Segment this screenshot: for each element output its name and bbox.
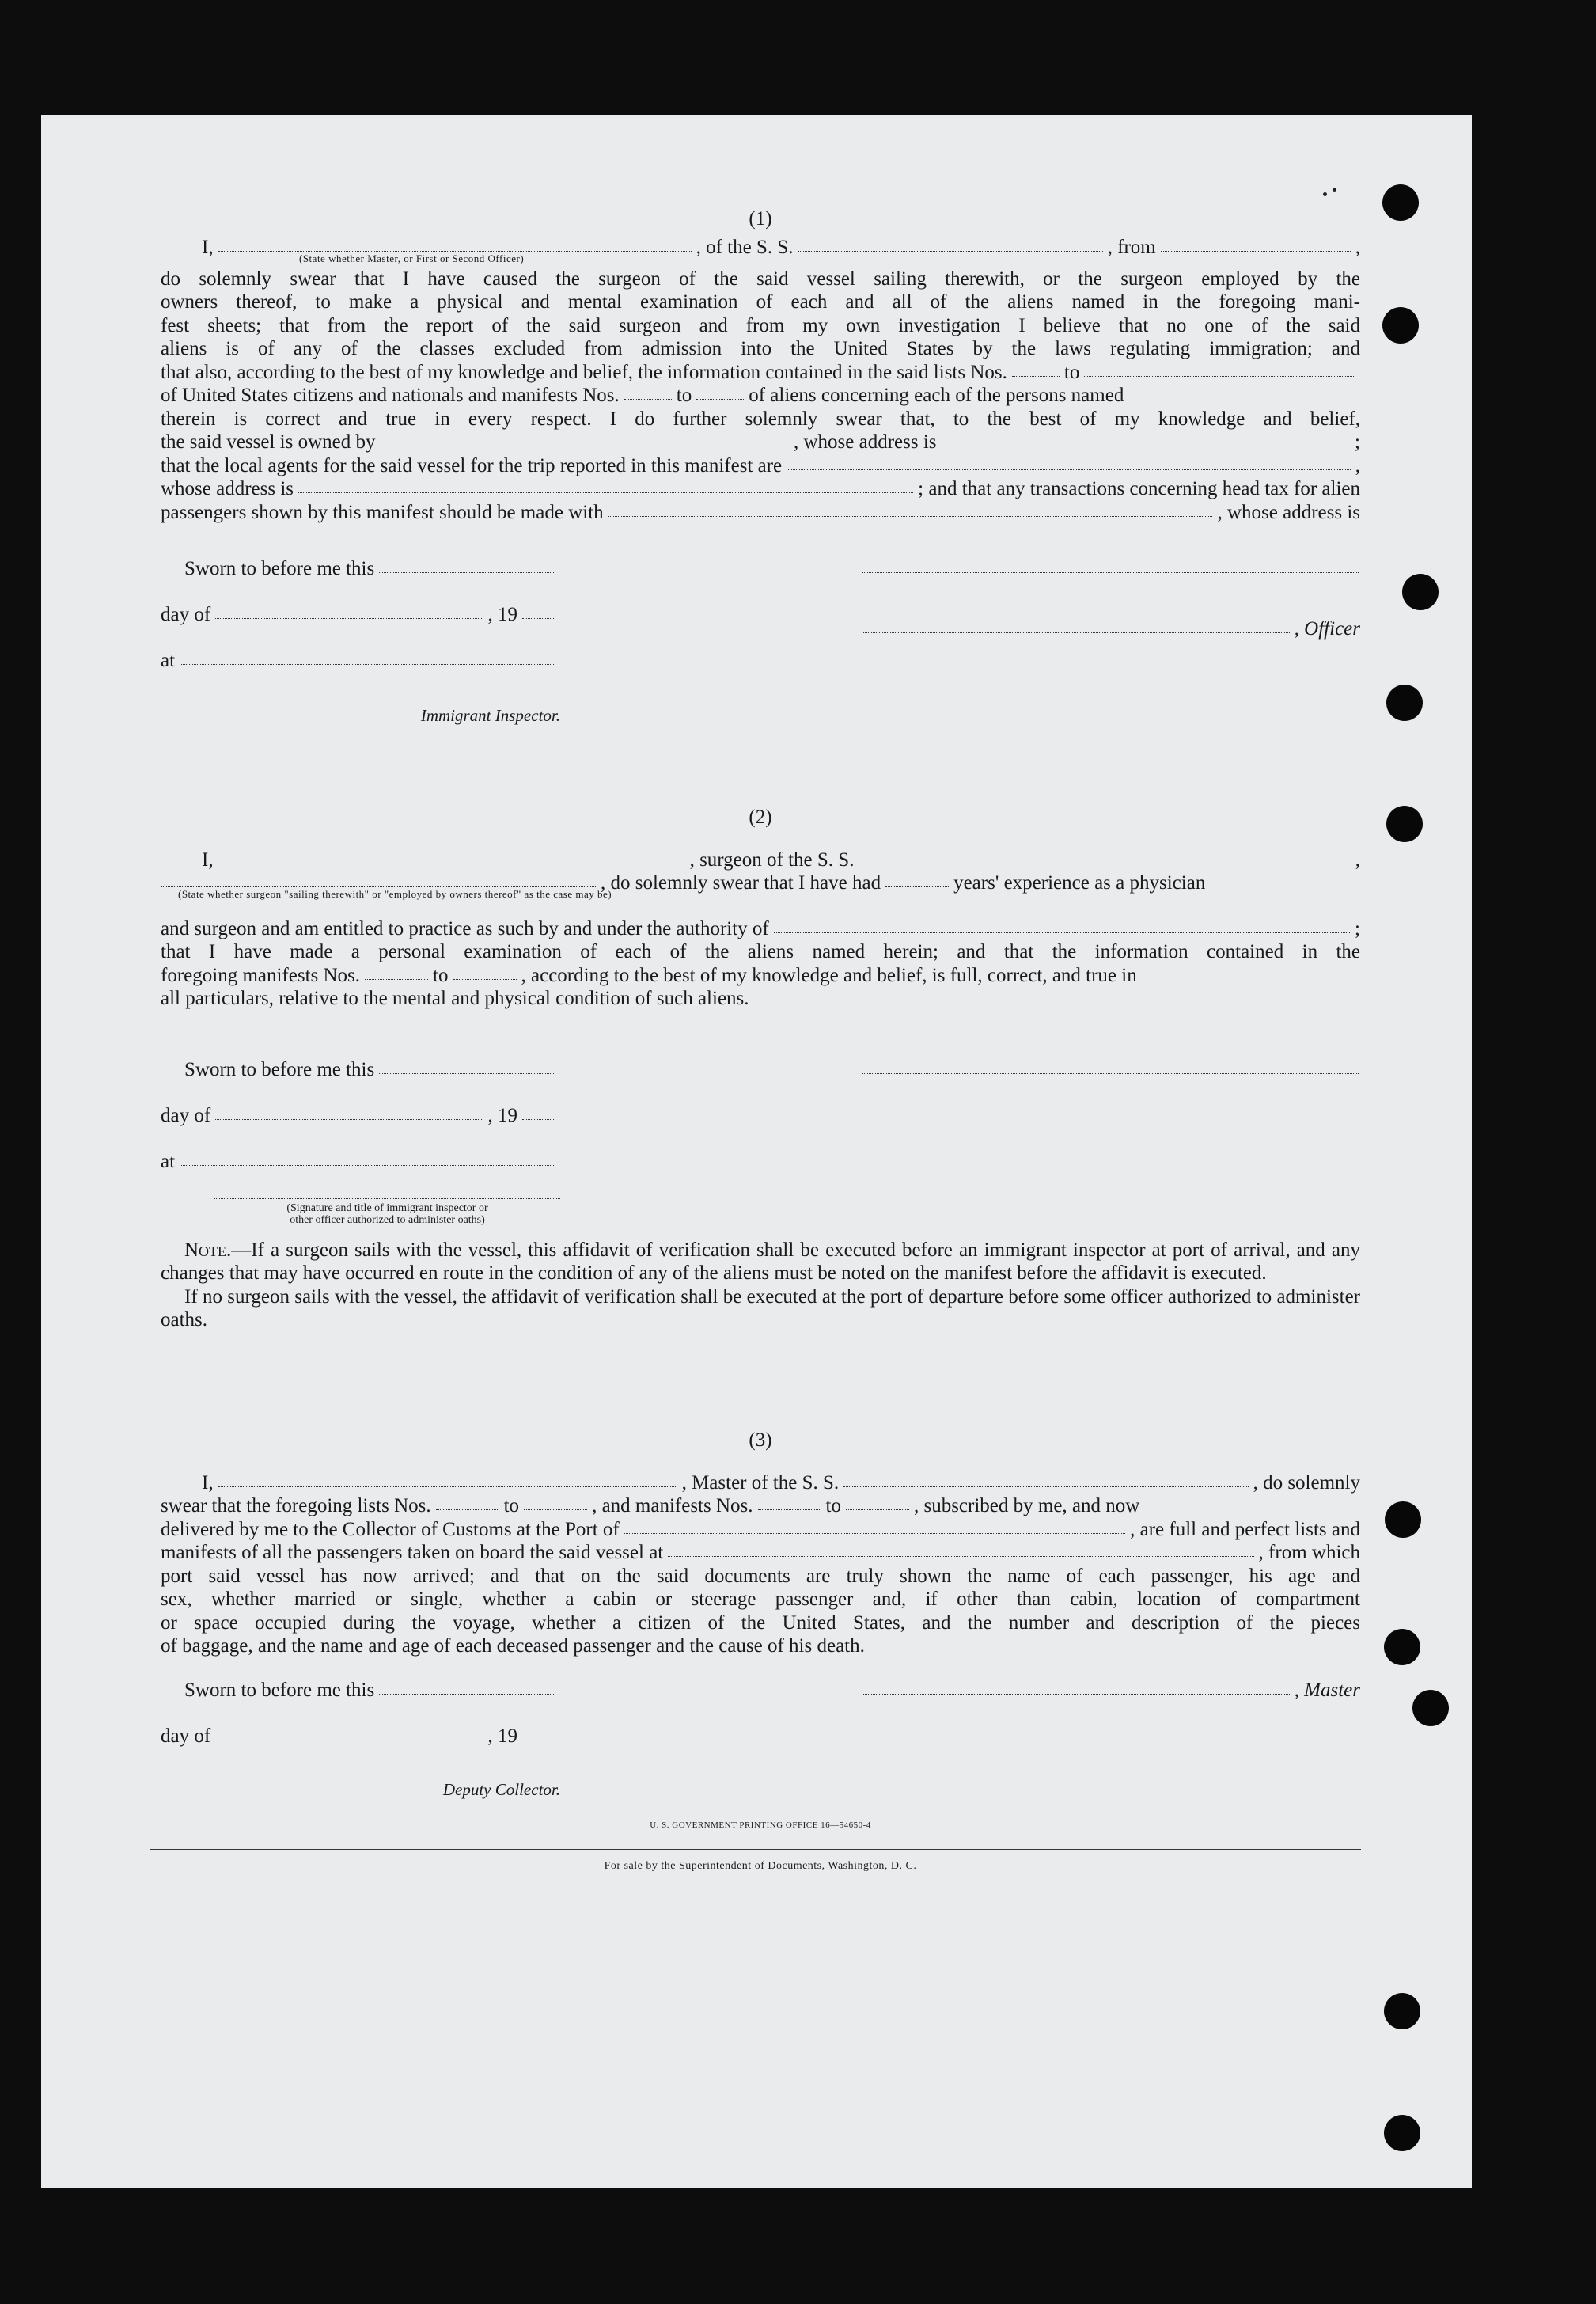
s2-line-3 — [161, 917, 1360, 941]
label: the said vessel is owned by — [161, 431, 376, 453]
label: , — [1355, 848, 1360, 871]
list-from-field[interactable] — [1012, 375, 1060, 377]
label: of United States citizens and nationals and manifests Nos. — [161, 385, 620, 406]
officer-label: , Officer — [1294, 618, 1360, 640]
s1-line-10 — [161, 454, 1360, 478]
immigrant-inspector-caption: Immigrant Inspector. — [420, 706, 560, 725]
s3-para-line: or space occupied during the voyage, whether a citizen of the United States, and the number and description of the pieces — [161, 1611, 1360, 1634]
sworn-line — [161, 1679, 560, 1725]
s2-manifest-from-field[interactable] — [365, 978, 428, 980]
label: , of the S. S. — [696, 237, 794, 258]
officer-signature-field-1[interactable] — [862, 571, 1359, 573]
label: passengers shown by this manifest should be made with — [161, 501, 604, 523]
speck — [1333, 188, 1336, 192]
s3-lists-to-field[interactable] — [524, 1509, 587, 1510]
s3-para-line: sex, whether married or single, whether a cabin or steerage passenger and, if other than cabin, location of compartment — [161, 1589, 1360, 1610]
punch-hole — [1382, 307, 1419, 344]
label: at — [161, 650, 176, 671]
ship-name-field[interactable] — [798, 250, 1103, 252]
sworn-date-field[interactable] — [379, 1693, 555, 1695]
label: , subscribed by me, and now — [913, 1495, 1140, 1516]
surgeon-status-field[interactable] — [161, 886, 596, 887]
from-port-field[interactable] — [1161, 250, 1351, 252]
s3-para-line: port said vessel has now arrived; and that on the said documents are truly shown the name of each passenger, his age and — [161, 1565, 1360, 1587]
day-month-field[interactable] — [215, 1118, 483, 1120]
s1-line-11 — [161, 477, 1360, 501]
master-name-field[interactable] — [218, 250, 692, 252]
note-text: —If a surgeon sails with the vessel, this affidavit of verification shall be executed before an immigrant inspector at port of arrival, and any changes that may have occurred en route in the condition of any of the aliens must be noted on the manifest before the affidavit is executed. — [161, 1239, 1360, 1284]
surgeon-ship-field[interactable] — [859, 863, 1350, 864]
s3-master-name-field[interactable] — [218, 1486, 677, 1487]
day-line — [161, 1104, 560, 1150]
s3-manifests-to-field[interactable] — [846, 1509, 909, 1510]
years-field[interactable] — [885, 886, 949, 887]
s1-para-line: do solemnly swear that I have caused the surgeon of the said vessel sailing therewith, or the surgeon employed by the — [161, 268, 1360, 290]
s1-sworn-block — [161, 557, 560, 728]
label: that the local agents for the said vessel for the trip reported in this manifest are — [161, 454, 783, 476]
officer-line — [862, 617, 1360, 641]
s1-officer-block — [862, 557, 1360, 728]
label: , do solemnly — [1253, 1471, 1360, 1494]
label: to — [503, 1495, 520, 1516]
label: , do solemnly swear that I have had — [601, 872, 881, 894]
master-caption: (State whether Master, or First or Second Officer) — [299, 252, 525, 264]
label: Sworn to before me this — [184, 1679, 375, 1701]
punch-hole — [1382, 184, 1419, 221]
s2-signature-block — [161, 1058, 1360, 1226]
sworn-line — [161, 557, 560, 603]
day-month-field[interactable] — [215, 617, 483, 619]
deputy-collector-caption: Deputy Collector. — [442, 1779, 560, 1799]
s1-para-line: owners thereof, to make a physical and mental examination of each and all of the aliens named in the foregoing mani- — [161, 291, 1360, 313]
signature-caption-line-1: (Signature and title of immigrant inspector or — [286, 1201, 488, 1214]
s2-line-5 — [161, 964, 1360, 988]
label: , surgeon of the S. S. — [689, 848, 855, 871]
label: at — [161, 1150, 176, 1172]
note-paragraph-2: If no surgeon sails with the vessel, the affidavit of verification shall be executed at the port of departure before some officer authorized to administer oaths. — [161, 1285, 1360, 1330]
punch-hole — [1385, 1501, 1421, 1538]
label: day of — [161, 604, 211, 625]
list-to-field[interactable] — [1084, 375, 1355, 377]
form-content — [161, 207, 1360, 1877]
s1-line-6 — [161, 361, 1360, 385]
s3-master-sign-block — [862, 1679, 1360, 1802]
label: manifests of all the passengers taken on board the said vessel at — [161, 1542, 664, 1563]
s3-ship-field[interactable] — [843, 1486, 1248, 1487]
day-line — [161, 1725, 560, 1771]
punch-hole — [1402, 574, 1439, 610]
s2-line-4: that I have made a personal examination of each of the aliens named herein; and that the information contained in the — [161, 941, 1360, 962]
authority-field[interactable] — [774, 932, 1350, 933]
label: to — [1063, 361, 1080, 383]
s3-signature-block — [161, 1679, 1360, 1802]
label: whose address is — [161, 478, 294, 499]
s3-line-2 — [161, 1494, 1360, 1518]
label: Sworn to before me this — [184, 1058, 375, 1080]
label: I, — [202, 1471, 214, 1494]
officer-signature-field-2[interactable] — [862, 632, 1290, 633]
day-line — [161, 603, 560, 649]
label: , Master of the S. S. — [681, 1471, 840, 1494]
label: ; — [1355, 917, 1360, 939]
agents-field[interactable] — [787, 469, 1351, 470]
at-place-field[interactable] — [180, 1164, 555, 1166]
label: , whose address is — [1217, 501, 1360, 523]
s1-para-line: fest sheets; that from the report of the said surgeon and from my own investigation I believe that no one of the said — [161, 314, 1360, 336]
label: to — [433, 964, 449, 986]
owner-address-field[interactable] — [942, 445, 1351, 446]
manifest-to-field[interactable] — [696, 398, 744, 400]
label: , are full and perfect lists and — [1130, 1518, 1360, 1540]
sworn-date-field[interactable] — [379, 1072, 555, 1074]
day-month-field[interactable] — [215, 1739, 483, 1740]
footer-rule — [150, 1849, 1361, 1850]
section-3-number: (3) — [749, 1429, 772, 1451]
label: I, — [202, 848, 214, 871]
year-field[interactable] — [522, 1739, 555, 1740]
sale-notice: For sale by the Superintendent of Documents, Washington, D. C. — [604, 1859, 917, 1872]
label: day of — [161, 1104, 211, 1126]
label: , — [1355, 454, 1360, 476]
label: of aliens concerning each of the persons named — [749, 385, 1124, 406]
s2-sworn-block — [161, 1058, 560, 1226]
punch-hole — [1412, 1690, 1449, 1726]
s2-manifest-to-field[interactable] — [453, 978, 517, 980]
label: I, — [202, 237, 214, 258]
s1-line-7 — [161, 384, 1360, 408]
at-line — [161, 1150, 560, 1196]
s2-line-6: all particulars, relative to the mental and physical condition of such aliens. — [161, 988, 749, 1009]
label: , from — [1107, 237, 1156, 258]
inspector-signature-field[interactable] — [214, 1198, 560, 1199]
s1-line-9 — [161, 431, 1360, 454]
label: , — [1355, 237, 1360, 258]
label: , 19 — [487, 604, 517, 625]
s1-signature-block — [161, 557, 1360, 728]
boarding-port-field[interactable] — [668, 1555, 1253, 1557]
surgeon-signature-field[interactable] — [862, 1072, 1359, 1074]
label: , and manifests Nos. — [592, 1495, 753, 1516]
speck — [1323, 192, 1327, 196]
s1-line-8: therein is correct and true in every respect. I do further solemnly swear that, to the best of my knowledge and belief, — [161, 408, 1360, 430]
note-heading: Note. — [184, 1239, 232, 1261]
punch-hole — [1386, 685, 1423, 721]
s3-lists-from-field[interactable] — [436, 1509, 499, 1510]
year-field[interactable] — [522, 1118, 555, 1120]
label: to — [676, 385, 692, 406]
head-tax-party-field[interactable] — [608, 515, 1213, 517]
s1-line-12 — [161, 501, 1360, 525]
s3-line-3 — [161, 1518, 1360, 1542]
owner-field[interactable] — [380, 445, 789, 446]
label: to — [825, 1495, 841, 1516]
printing-office-imprint: U. S. GOVERNMENT PRINTING OFFICE 16—54650-4 — [650, 1820, 871, 1830]
label: , from which — [1258, 1542, 1360, 1563]
section-2-number: (2) — [749, 806, 772, 828]
master-line — [862, 1679, 1360, 1702]
punch-hole — [1384, 1993, 1420, 2029]
label: foregoing manifests Nos. — [161, 964, 361, 986]
section-1-number: (1) — [749, 208, 772, 230]
sworn-line — [161, 1058, 560, 1104]
label: years' experience as a physician — [953, 872, 1206, 894]
s3-line-4 — [161, 1541, 1360, 1565]
punch-hole — [1386, 806, 1423, 842]
surgeon-name-field[interactable] — [218, 863, 685, 864]
label: swear that the foregoing lists Nos. — [161, 1495, 431, 1516]
s3-sworn-block — [161, 1679, 560, 1802]
punch-hole — [1384, 2115, 1420, 2151]
s3-manifests-from-field[interactable] — [758, 1509, 821, 1510]
surgeon-caption: (State whether surgeon "sailing therewith" or "employed by owners thereof" as the case may be) — [178, 887, 612, 900]
s3-last-line: of baggage, and the name and age of each deceased passenger and the cause of his death. — [161, 1635, 865, 1657]
note-paragraph-1 — [161, 1239, 1360, 1285]
sworn-date-field[interactable] — [379, 571, 555, 573]
at-place-field[interactable] — [180, 663, 555, 665]
label: , according to the best of my knowledge and belief, is full, correct, and true in — [521, 964, 1137, 986]
master-label: , Master — [1294, 1679, 1360, 1701]
label: ; and that any transactions concerning head tax for alien — [918, 478, 1360, 499]
label: , 19 — [487, 1104, 517, 1126]
label: and surgeon and am entitled to practice as such by and under the authority of — [161, 917, 769, 939]
s3-line-1 — [161, 1471, 1360, 1495]
s1-para-line: aliens is of any of the classes excluded from admission into the United States by the laws regulating immigration; and — [161, 338, 1360, 359]
at-line — [161, 649, 560, 695]
s2-line-1 — [161, 848, 1360, 872]
address-continuation-field[interactable] — [161, 532, 758, 533]
customs-port-field[interactable] — [624, 1532, 1125, 1534]
label: day of — [161, 1725, 211, 1747]
punch-hole — [1384, 1629, 1420, 1665]
label: , whose address is — [794, 431, 937, 453]
signature-caption-line-2: other officer authorized to administer oaths) — [290, 1213, 485, 1226]
label: ; — [1355, 431, 1360, 453]
s2-surgeon-sign-block — [862, 1058, 1360, 1226]
master-signature-field[interactable] — [862, 1693, 1290, 1695]
label: that also, according to the best of my knowledge and belief, the information contained in the said lists Nos. — [161, 361, 1007, 383]
manifest-from-field[interactable] — [624, 398, 672, 400]
year-field[interactable] — [522, 617, 555, 619]
label: , 19 — [487, 1725, 517, 1747]
label: delivered by me to the Collector of Customs at the Port of — [161, 1518, 620, 1540]
agents-address-field[interactable] — [298, 492, 913, 493]
label: Sworn to before me this — [184, 558, 375, 579]
